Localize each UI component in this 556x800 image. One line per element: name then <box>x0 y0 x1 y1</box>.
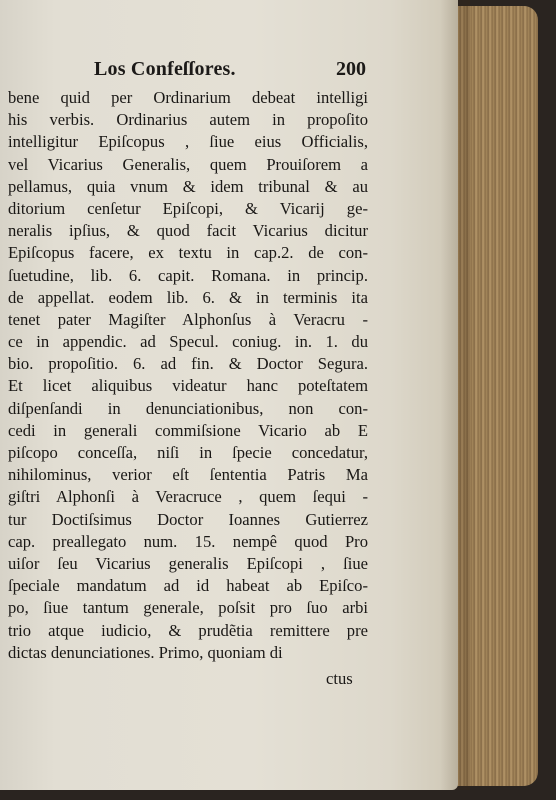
body-text <box>8 87 368 664</box>
text-line: bio. propoſitio. 6. ad fin. & Doctor Segura. <box>8 354 368 374</box>
text-line: his verbis. Ordinarius autem in propoſito <box>8 110 368 130</box>
text-line: po, ſiue tantum generale, poſsit pro ſuo arbi <box>8 598 368 618</box>
text-line: de appellat. eodem lib. 6. & in terminis ita <box>8 287 368 307</box>
text-line: Et licet aliquibus videatur hanc poteſtatem <box>8 376 368 396</box>
text-line: ce in appendic. ad Specul. coniug. in. 1. du <box>8 332 368 352</box>
text-line: trio atque iudicio, & prudẽtia remittere pre <box>8 620 368 640</box>
text-line: intelligitur Epiſcopus , ſiue eius Officialis, <box>8 132 368 152</box>
text-line: neralis ipſius, & quod facit Vicarius dicitur <box>8 221 368 241</box>
text-line: tenet pater Magiſter Alphonſus à Veracru - <box>8 309 368 329</box>
text-line: piſcopo conceſſa, niſi in ſpecie concedatur, <box>8 443 368 462</box>
page-number: 200 <box>336 58 366 80</box>
text-line: diſpenſandi in denunciationibus, non con- <box>8 398 368 418</box>
text-line: ditorium cenſetur Epiſcopi, & Vicarij ge- <box>8 198 368 218</box>
text-line: tur Doctiſsimus Doctor Ioannes Gutierrez <box>8 509 368 529</box>
page-shadow <box>440 0 470 790</box>
page-header <box>94 56 366 82</box>
text-line: bene quid per Ordinarium debeat intelligi <box>8 88 368 107</box>
text-line: vel Vicarius Generalis, quem Prouiſorem a <box>8 154 368 174</box>
text-line: dictas denunciationes. Primo, quoniam di <box>8 642 283 662</box>
text-line: Epiſcopus facere, ex textu in cap.2. de con- <box>8 243 368 263</box>
text-line: uiſor ſeu Vicarius generalis Epiſcopi , ſiue <box>8 553 368 573</box>
text-line: giſtri Alphonſi à Veracruce , quem ſequi - <box>8 487 368 507</box>
text-line: ſpeciale mandatum ad id habeat ab Epiſco- <box>8 576 368 596</box>
running-title: Los Confeſſores. <box>94 58 236 80</box>
text-line: cedi in generali commiſsione Vicario ab E <box>8 420 368 440</box>
catchword: ctus <box>326 669 353 688</box>
text-line: ſuetudine, lib. 6. capit. Romana. in princip. <box>8 265 368 285</box>
text-line: nihilominus, verior eſt ſententia Patris Ma <box>8 465 368 485</box>
text-line: pellamus, quia vnum & idem tribunal & au <box>8 176 368 196</box>
text-line: cap. preallegato num. 15. nempê quod Pro <box>8 531 368 551</box>
